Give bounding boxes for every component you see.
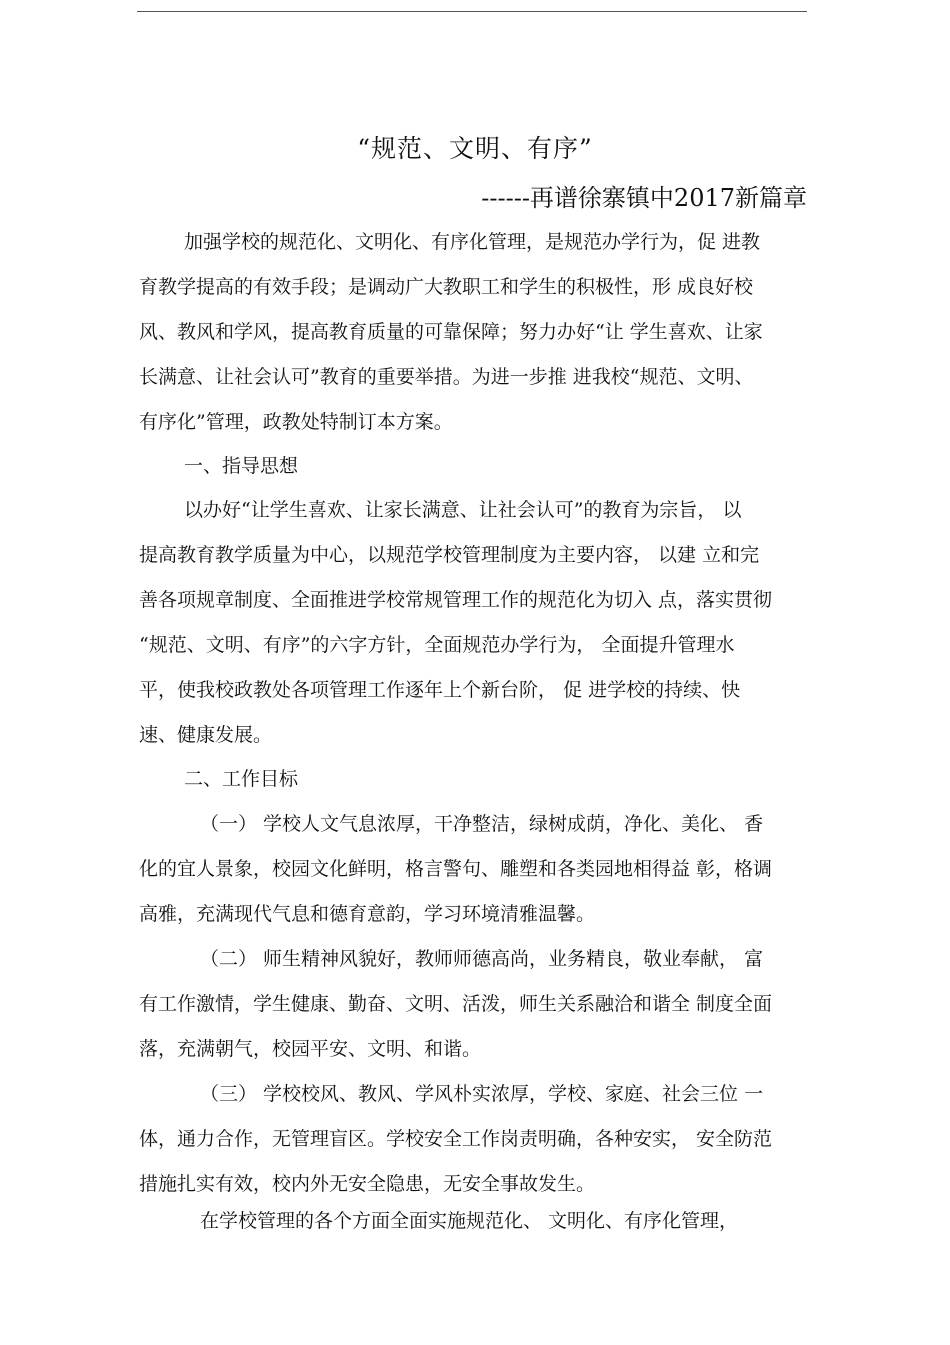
- paragraph-line: 以办好“让学生喜欢、让家长满意、让社会认可”的教育为宗旨， 以: [184, 499, 742, 521]
- paragraph-line: 高雅，充满现代气息和德育意韵，学习环境清雅温馨。: [139, 903, 596, 925]
- paragraph-line: 体，通力合作，无管理盲区。学校安全工作岗责明确，各种安实， 安全防范: [139, 1128, 773, 1150]
- paragraph-line: “规范、文明、有序”的六字方针，全面规范办学行为， 全面提升管理水: [139, 634, 735, 656]
- section-heading: 二、工作目标: [184, 768, 299, 790]
- paragraph-line: 长满意、让社会认可”教育的重要举措。为进一步推 进我校“规范、文明、: [139, 366, 754, 388]
- paragraph-line: 有工作激情，学生健康、勤奋、文明、活泼，师生关系融洽和谐全 制度全面: [139, 993, 773, 1015]
- paragraph-line: 育教学提高的有效手段；是调动广大教职工和学生的积极性，形 成良好校: [139, 276, 754, 298]
- paragraph-line: （一） 学校人文气息浓厚，干净整洁，绿树成荫，净化、美化、 香: [200, 813, 764, 835]
- paragraph-line: 平，使我校政教处各项管理工作逐年上个新台阶， 促 进学校的持续、快: [139, 679, 741, 701]
- paragraph-line: （三） 学校校风、教风、学风朴实浓厚，学校、家庭、社会三位 一: [200, 1083, 764, 1105]
- document-subtitle: ------再谱徐寨镇中2017新篇章: [481, 184, 807, 212]
- paragraph-line: 善各项规章制度、全面推进学校常规管理工作的规范化为切入 点，落实贯彻: [139, 589, 773, 611]
- paragraph-line: 提高教育教学质量为中心，以规范学校管理制度为主要内容， 以建 立和完: [139, 544, 760, 566]
- paragraph-line: 落，充满朝气，校园平安、文明、和谐。: [139, 1038, 482, 1060]
- paragraph-line: 措施扎实有效，校内外无安全隐患，无安全事故发生。: [139, 1173, 596, 1195]
- paragraph-line: （二） 师生精神风貌好，教师师德高尚，业务精良，敬业奉献， 富: [200, 948, 764, 970]
- header-rule: [137, 11, 807, 12]
- paragraph-line: 风、教风和学风，提高教育质量的可靠保障；努力办好“让 学生喜欢、让家: [139, 321, 763, 343]
- paragraph-line: 在学校管理的各个方面全面实施规范化、 文明化、有序化管理，: [200, 1210, 739, 1232]
- paragraph-line: 化的宜人景象，校园文化鲜明，格言警句、雕塑和各类园地相得益 彰，格调: [139, 858, 773, 880]
- paragraph-line: 速、健康发展。: [139, 724, 273, 746]
- paragraph-line: 加强学校的规范化、文明化、有序化管理，是规范办学行为，促 进教: [184, 231, 761, 253]
- document-title: “规范、文明、有序”: [357, 134, 593, 163]
- paragraph-line: 有序化”管理，政教处特制订本方案。: [139, 411, 453, 433]
- section-heading: 一、指导思想: [184, 455, 299, 477]
